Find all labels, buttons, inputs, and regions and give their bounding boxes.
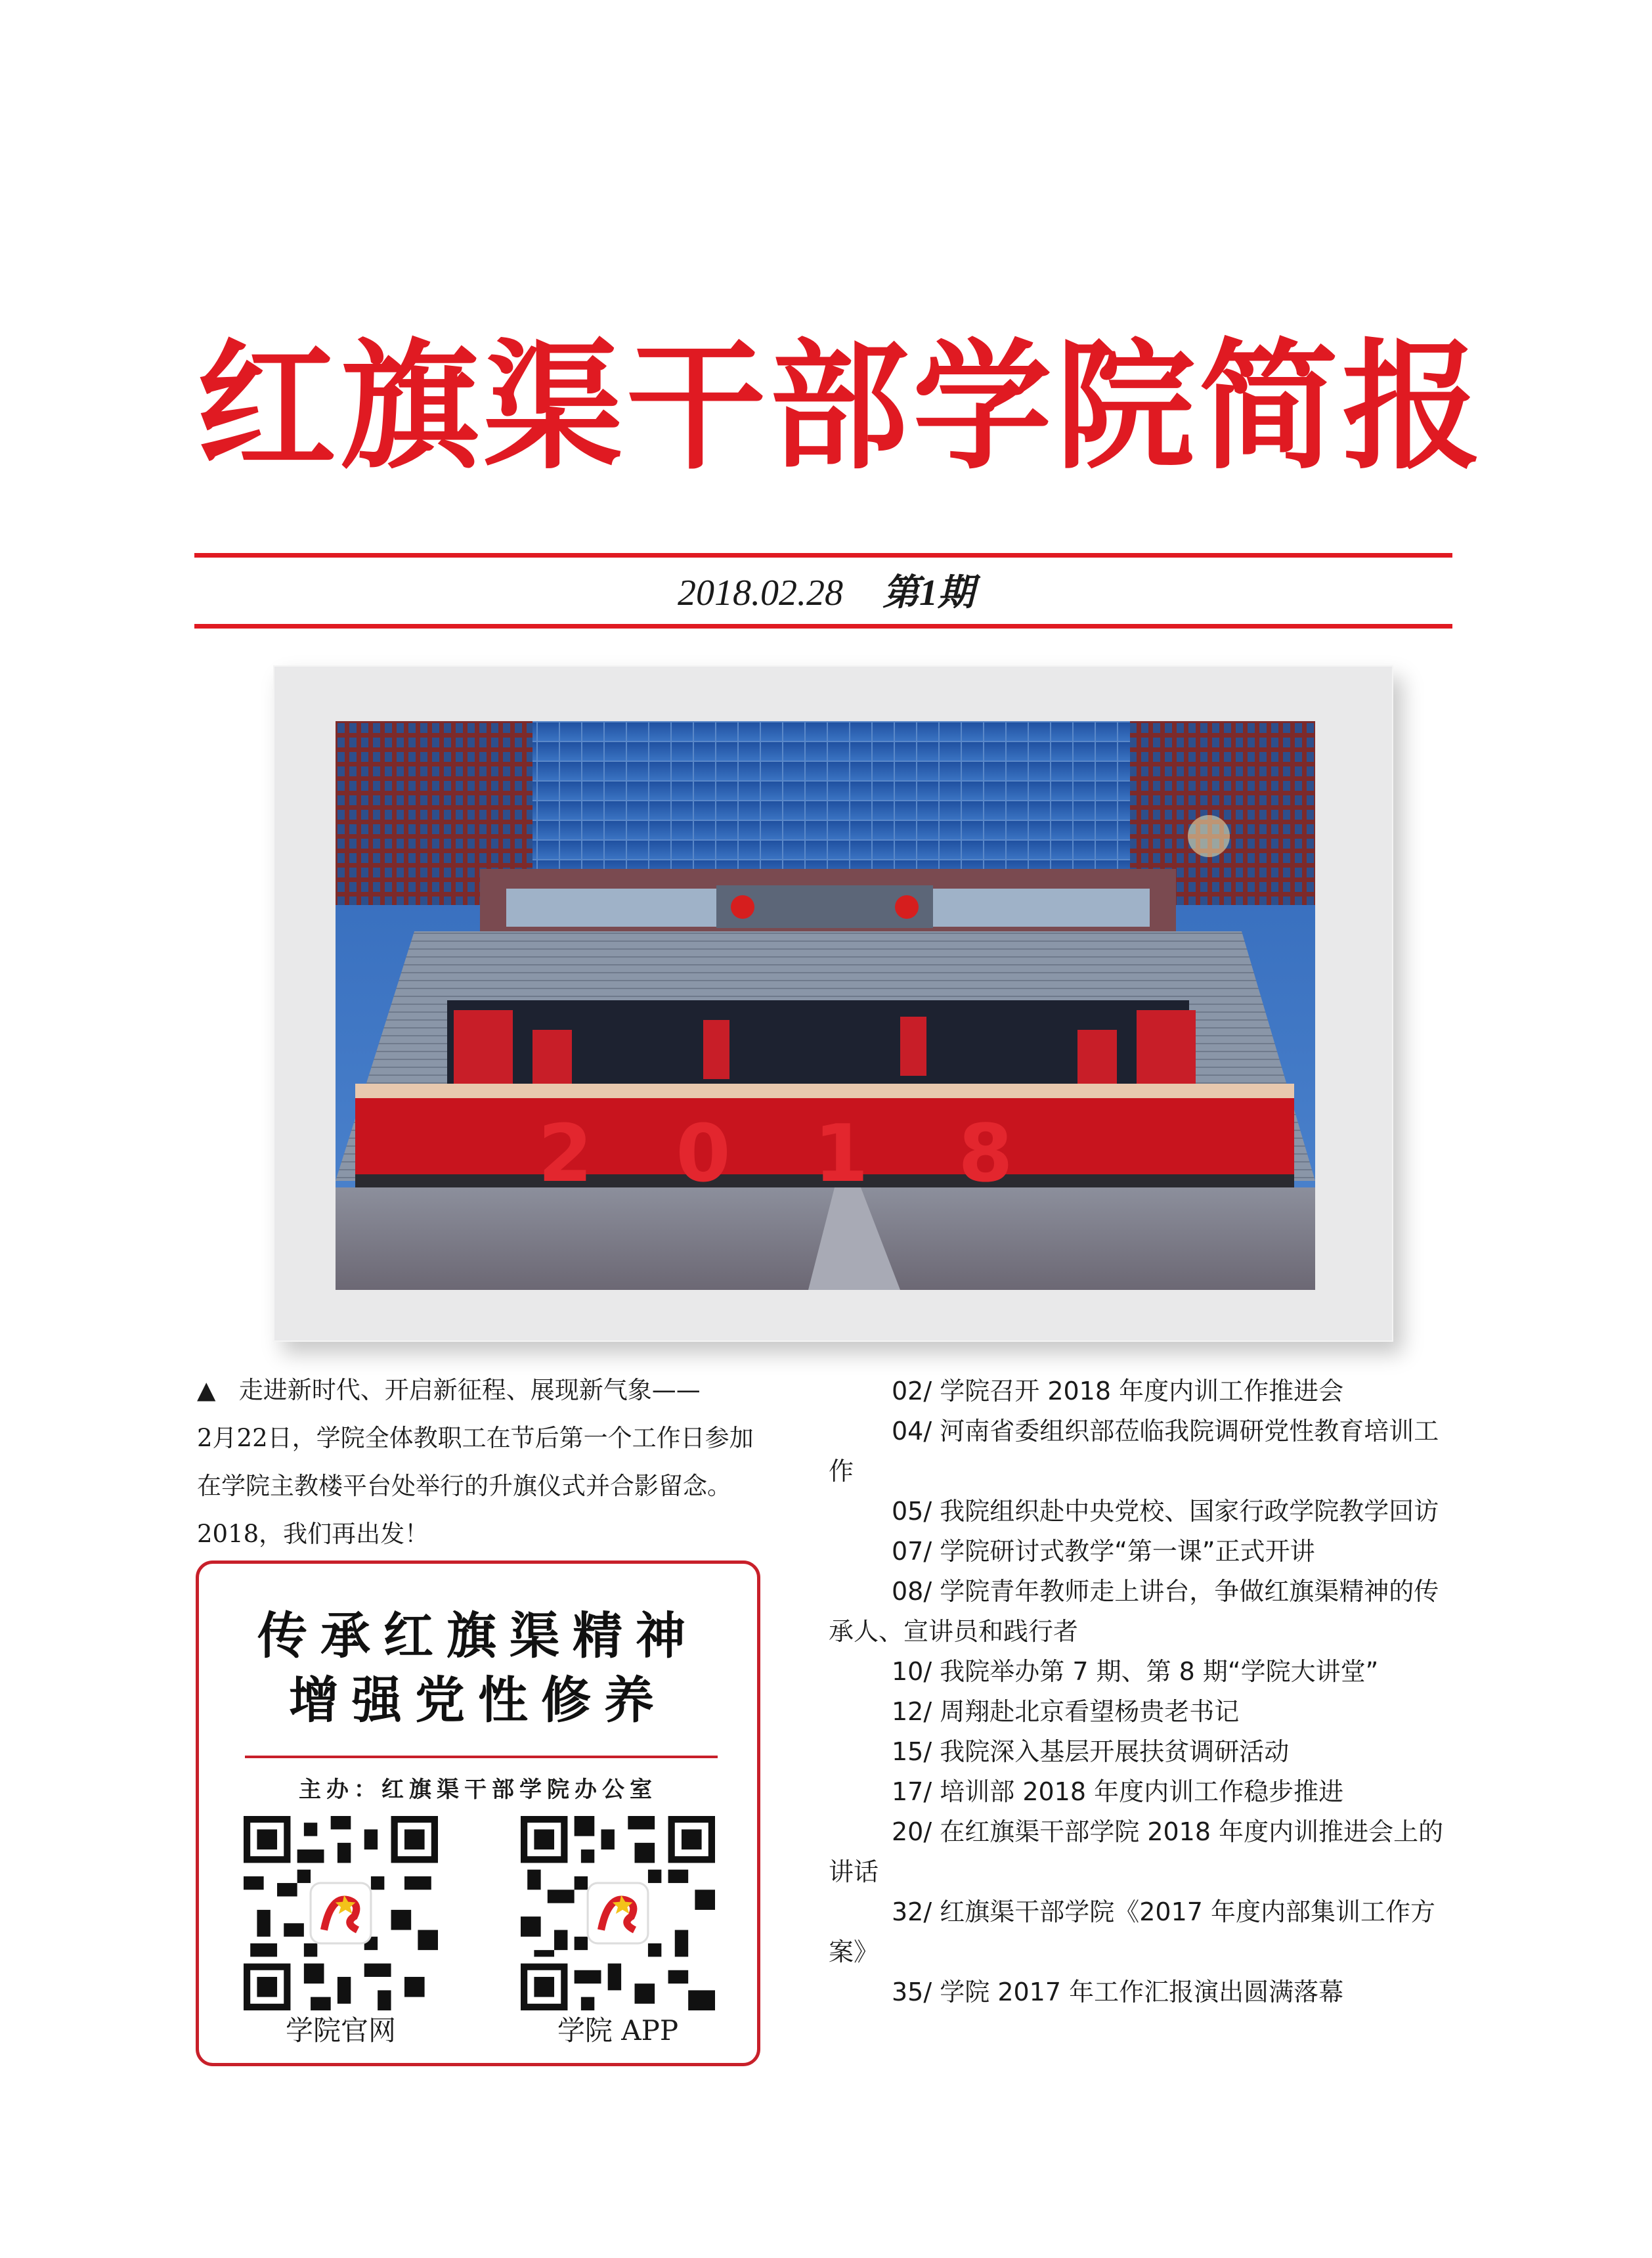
group-photo xyxy=(336,721,1315,1290)
caption-lead: 走进新时代、开启新征程、展现新气象—— xyxy=(238,1376,701,1404)
issue-line xyxy=(0,570,1652,616)
group-photo-illustration xyxy=(336,721,1315,1290)
toc-item[interactable]: 12/ 周翔赴北京看望杨贵老书记 xyxy=(892,1697,1240,1726)
caption-body: 2月22日，学院全体教职工在节后第一个工作日参加在学院主教楼平台处举行的升旗仪式并合影留念。2018，我们再出发！ xyxy=(197,1424,754,1548)
photo-caption xyxy=(197,1366,762,1558)
photo-frame xyxy=(273,665,1393,1342)
issue-date: 2018.02.28 xyxy=(678,573,843,613)
masthead-rule-bottom xyxy=(194,624,1452,629)
table-of-contents xyxy=(829,1371,1452,2012)
qr-label-website: 学院官网 xyxy=(285,2014,396,2047)
promo-box xyxy=(196,1561,760,2066)
masthead-rule-top xyxy=(194,553,1452,558)
banner-digit: 8 xyxy=(958,1109,1013,1200)
issue-number: 第1期 xyxy=(882,573,974,613)
banner-digit: 2 xyxy=(538,1109,593,1200)
app-qr-code-icon[interactable] xyxy=(521,1816,715,2010)
slogan-line-2: 增强党性修养 xyxy=(289,1671,667,1729)
banner-digit: 0 xyxy=(676,1109,731,1200)
toc-item[interactable]: 10/ 我院举办第 7 期、第 8 期“学院大讲堂” xyxy=(892,1657,1379,1686)
toc-item[interactable]: 20/ 在红旗渠干部学院 2018 年度内训推进会上的讲话 xyxy=(829,1817,1444,1886)
toc-item[interactable]: 05/ 我院组织赴中央党校、国家行政学院教学回访 xyxy=(892,1497,1439,1526)
toc-item[interactable]: 08/ 学院青年教师走上讲台，争做红旗渠精神的传承人、宣讲员和践行者 xyxy=(829,1577,1439,1646)
toc-item[interactable]: 07/ 学院研讨式教学“第一课”正式开讲 xyxy=(892,1537,1315,1566)
toc-item[interactable]: 32/ 红旗渠干部学院《2017 年度内部集训工作方案》 xyxy=(829,1897,1436,1966)
host-organization: 主办：红旗渠干部学院办公室 xyxy=(299,1777,657,1803)
caption-marker: ▲ xyxy=(197,1376,216,1404)
toc-item[interactable]: 35/ 学院 2017 年工作汇报演出圆满落幕 xyxy=(892,1978,1344,2006)
slogan-line-1: 传承红旗渠精神 xyxy=(257,1606,699,1665)
website-qr-code-icon[interactable] xyxy=(244,1816,438,2010)
qr-label-app: 学院 APP xyxy=(557,2014,679,2047)
toc-item[interactable]: 15/ 我院深入基层开展扶贫调研活动 xyxy=(892,1737,1290,1766)
toc-item[interactable]: 02/ 学院召开 2018 年度内训工作推进会 xyxy=(892,1377,1344,1406)
toc-item[interactable]: 17/ 培训部 2018 年度内训工作稳步推进 xyxy=(892,1777,1344,1806)
masthead-title: 红旗渠干部学院简报 xyxy=(197,326,1485,488)
promo-divider xyxy=(245,1756,718,1758)
toc-item[interactable]: 04/ 河南省委组织部莅临我院调研党性教育培训工作 xyxy=(829,1417,1439,1486)
banner-digit: 1 xyxy=(814,1109,869,1200)
